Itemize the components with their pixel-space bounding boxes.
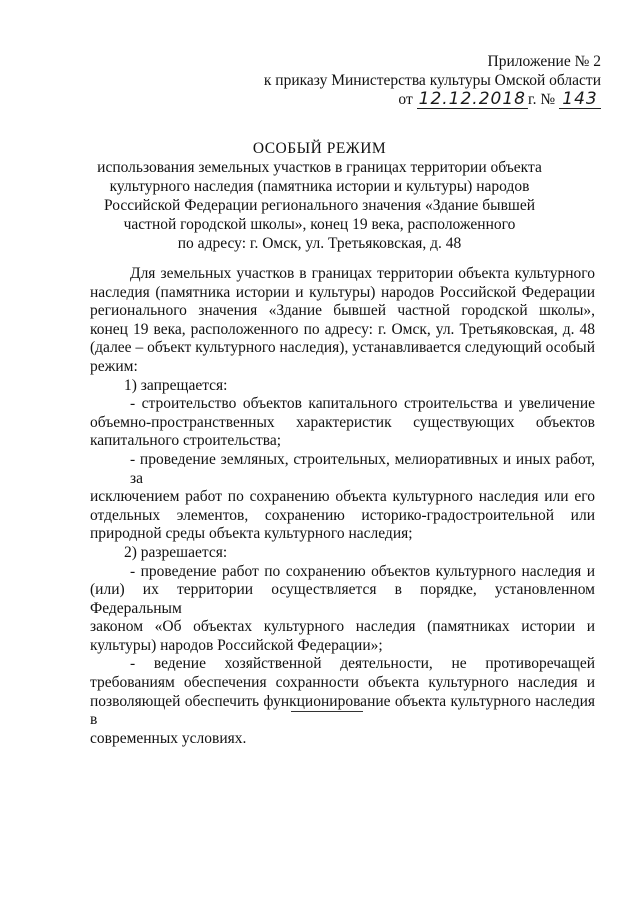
text-line: (далее – объект культурного наследия), устанавливается следующий особый — [90, 339, 595, 357]
closing-divider — [291, 711, 363, 712]
order-reference: к приказу Министерства культуры Омской области — [263, 72, 601, 89]
subtitle-line: культурного наследия (памятника истории и культуры) народов — [109, 178, 530, 195]
appendix-label: Приложение № 2 — [487, 53, 601, 70]
text-line: - проведение земляных, строительных, мелиоративных и иных работ, за — [130, 450, 595, 487]
text-line: Для земельных участков в границах территории объекта культурного — [130, 265, 595, 282]
subtitle-line: Российской Федерации регионального значения «Здание бывшей — [103, 197, 536, 214]
text-line: конец 19 века, расположенного по адресу: г. Омск, ул. Третьяковская, д. 48 — [90, 320, 595, 338]
document-body — [90, 265, 595, 748]
document-subtitle — [90, 158, 549, 253]
text-line: (или) их территории осуществляется в порядке, установленном Федеральным — [90, 581, 595, 617]
date-prefix: от — [398, 91, 413, 108]
subtitle-line: частной городской школы», конец 19 века, расположенного — [123, 216, 516, 233]
handwritten-number: 143 — [559, 91, 601, 109]
allowed-label: 2) разрешается: — [124, 543, 228, 561]
text-line: капитального строительства; — [90, 432, 282, 450]
prohibited-item — [90, 451, 595, 544]
text-line: законом «Об объектах культурного наследия (памятниках истории и — [90, 618, 595, 636]
subtitle-line: по адресу: г. Омск, ул. Третьяковская, д. 48 — [177, 235, 462, 252]
text-line: отдельных элементов, сохранению историко-градостроительной или — [90, 506, 595, 524]
text-line: исключением работ по сохранению объекта культурного наследия или его — [90, 488, 595, 506]
document-title: ОСОБЫЙ РЕЖИМ — [252, 140, 387, 157]
intro-paragraph — [90, 265, 595, 377]
text-line: наследия (памятника истории и культуры) народов Российской Федерации — [90, 283, 595, 301]
order-date-line — [398, 90, 601, 109]
text-line: - строительство объектов капитального строительства и увеличение — [130, 395, 595, 413]
prohibited-item — [90, 395, 595, 451]
text-line: режим: — [90, 357, 138, 375]
prohibited-label: 1) запрещается: — [124, 376, 228, 394]
text-line: позволяющей обеспечить функционирование объекта культурного наследия в — [90, 692, 595, 729]
number-prefix: № — [540, 91, 556, 108]
date-suffix: г. — [527, 91, 537, 108]
handwritten-date: 12.12.2018 — [418, 89, 526, 109]
text-line: природной среды объекта культурного наследия; — [90, 525, 413, 543]
text-line: регионального значения «Здание бывшей частной городской школы», — [90, 302, 595, 320]
text-line: - проведение работ по сохранению объектов культурного наследия и — [130, 562, 595, 580]
allowed-item — [90, 563, 595, 656]
text-line: культуры) народов Российской Федерации»; — [90, 636, 383, 654]
text-line: требованиям обеспечения сохранности объекта культурного наследия и — [90, 674, 595, 692]
text-line: объемно-пространственных характеристик существующих объектов — [90, 413, 595, 431]
text-line: современных условиях. — [90, 729, 247, 747]
appendix-header — [181, 52, 601, 112]
allowed-item — [90, 655, 595, 748]
subtitle-line: использования земельных участков в границах территории объекта — [97, 159, 542, 176]
text-line: - ведение хозяйственной деятельности, не противоречащей — [130, 655, 595, 673]
